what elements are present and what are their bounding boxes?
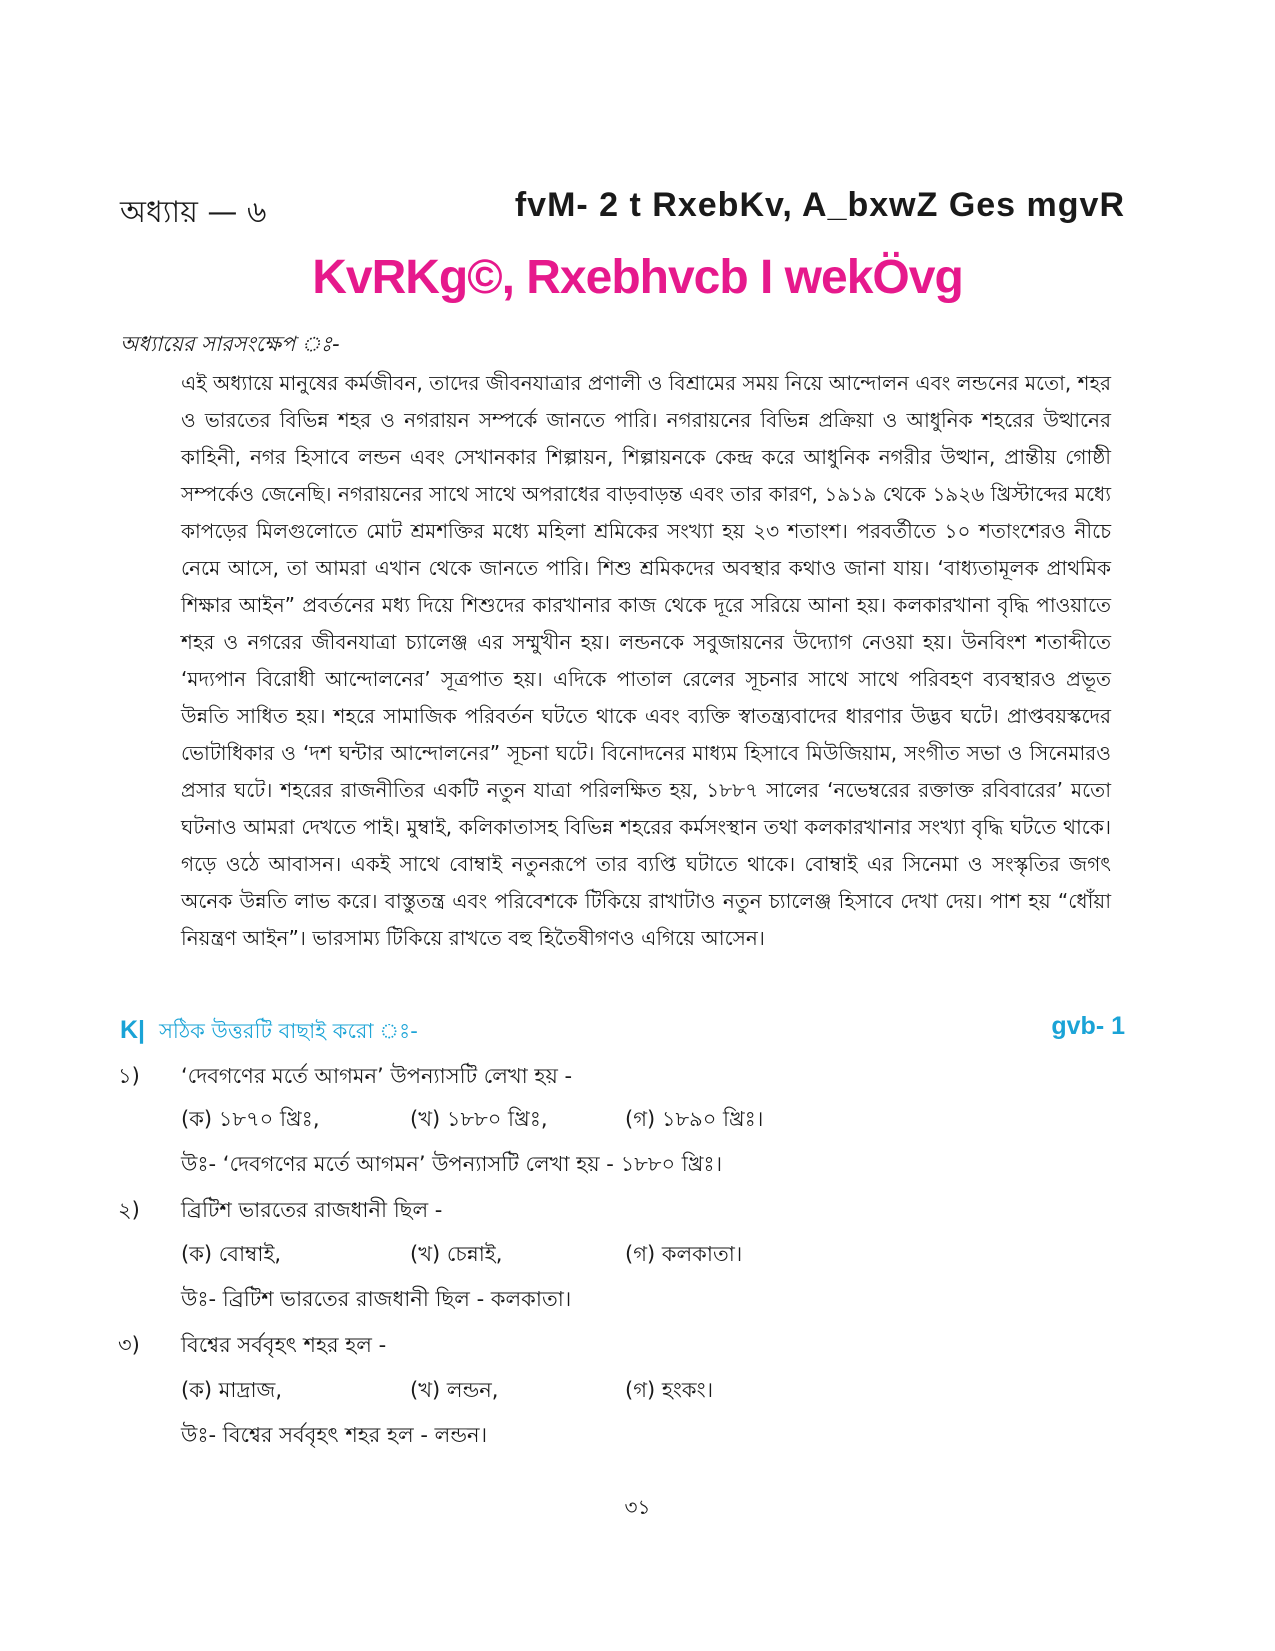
- chapter-label: অধ্যায় — ৬: [120, 195, 267, 230]
- section-heading-text: সঠিক উত্তরটি বাছাই করো ঃ-: [159, 1019, 418, 1043]
- option-c: (গ) ১৮৯০ খ্রিঃ।: [625, 1107, 764, 1131]
- section-marker: K|: [120, 1016, 146, 1044]
- question-text: ব্রিটিশ ভারতের রাজধানী ছিল -: [181, 1198, 443, 1222]
- question-text: ‘দেবগণের মর্তে আগমন’ উপন্যাসটি লেখা হয় -: [181, 1064, 573, 1088]
- option-b: (খ) চেন্নাই,: [410, 1242, 503, 1266]
- question-number: ১): [118, 1064, 140, 1088]
- answer-text: উঃ- ‘দেবগণের মর্তে আগমন’ উপন্যাসটি লেখা হয় - ১৮৮০ খ্রিঃ।: [181, 1152, 723, 1176]
- option-c: (গ) হংকং।: [625, 1378, 714, 1402]
- section-tag: gvb- 1: [1051, 1012, 1125, 1040]
- option-b: (খ) লন্ডন,: [410, 1378, 499, 1402]
- section-heading: [120, 1015, 418, 1050]
- summary-paragraph: এই অধ্যায়ে মানুষের কর্মজীবন, তাদের জীবনযাত্রার প্রণালী ও বিশ্রামের সময় নিয়ে আন্দোলন এবং লন্ডনের মতো, শহর ও ভারতের বিভিন্ন শহর ও নগরায়ন সম্পর্কে জানতে পারি। নগরায়নের বিভিন্ন প্রক্রিয়া ও আধুনিক শহরের উত্থানের কাহিনী, নগর হিসাবে লন্ডন এবং সেখানকার শিল্পায়ন, শিল্পায়নকে কেন্দ্র করে আধুনিক নগরীর উত্থান, প্রান্তীয় গোষ্ঠী সম্পর্কেও জেনেছি। নগরায়নের সাথে সাথে অপরাধের বাড়বাড়ন্ত এবং তার কারণ, ১৯১৯ থেকে ১৯২৬ খ্রিস্টাব্দের মধ্যে কাপড়ের মিলগুলোতে মোট শ্রমশক্তির মধ্যে মহিলা শ্রমিকের সংখ্যা হয় ২৩ শতাংশ। পরবর্তীতে ১০ শতাংশেরও নীচে নেমে আসে, তা আমরা এখান থেকে জানতে পারি। শিশু শ্রমিকদের অবস্থার কথাও জানা যায়। ‘বাধ্যতামূলক প্রাথমিক শিক্ষার আইন” প্রবর্তনের মধ্য দিয়ে শিশুদের কারখানার কাজ থেকে দূরে সরিয়ে আনা হয়। কলকারখানা বৃদ্ধি পাওয়াতে শহর ও নগরের জীবনযাত্রা চ্যালেঞ্জ এর সম্মুখীন হয়। লন্ডনকে সবুজায়নের উদ্যোগ নেওয়া হয়। উনবিংশ শতাব্দীতে ‘মদ্যপান বিরোধী আন্দোলনের’ সূত্রপাত হয়। এদিকে পাতাল রেলের সূচনার সাথে সাথে পরিবহণ ব্যবস্থারও প্রভূত উন্নতি সাধিত হয়। শহরে সামাজিক পরিবর্তন ঘটতে থাকে এবং ব্যক্তি স্বাতন্ত্র্যবাদের ধারণার উদ্ভব ঘটে। প্রাপ্তবয়স্কদের ভোটাধিকার ও ‘দশ ঘন্টার আন্দোলনের” সূচনা ঘটে। বিনোদনের মাধ্যম হিসাবে মিউজিয়াম, সংগীত সভা ও সিনেমারও প্রসার ঘটে। শহরের রাজনীতির একটি নতুন যাত্রা পরিলক্ষিত হয়, ১৮৮৭ সালের ‘নভেম্বরের রক্তাক্ত রবিবারের’ মতো ঘটনাও আমরা দেখতে পাই। মুম্বাই, কলিকাতাসহ বিভিন্ন শহরের কর্মসংস্থান তথা কলকারখানার সংখ্যা বৃদ্ধি ঘটতে থাকে। গড়ে ওঠে আবাসন। একই সাথে বোম্বাই নতুনরূপে তার ব্যপ্তি ঘটাতে থাকে। বোম্বাই এর সিনেমা ও সংস্কৃতির জগৎ অনেক উন্নতি লাভ করে। বাস্তুতন্ত্র এবং পরিবেশকে টিকিয়ে রাখাটাও নতুন চ্যালেঞ্জ হিসাবে দেখা দেয়। পাশ হয় “ধোঁয়া নিয়ন্ত্রণ আইন”। ভারসাম্য টিকিয়ে রাখতে বহু হিতৈষীগণও এগিয়ে আসেন।: [181, 371, 1111, 950]
- summary-heading: অধ্যায়ের সারসংক্ষেপ ঃ-: [120, 332, 340, 356]
- question-number: ৩): [118, 1333, 140, 1357]
- option-a: (ক) ১৮৭০ খ্রিঃ,: [181, 1107, 320, 1131]
- chapter-title: fvM- 2 t RxebKv, A_bxwZ Ges mgvR: [514, 186, 1125, 224]
- option-c: (গ) কলকাতা।: [625, 1242, 743, 1266]
- sub-title: KvRKg©, Rxebhvcb I wekÖvg: [312, 251, 963, 304]
- page-number: ৩১: [624, 1495, 651, 1519]
- answer-text: উঃ- ব্রিটিশ ভারতের রাজধানী ছিল - কলকাতা।: [181, 1287, 572, 1311]
- option-b: (খ) ১৮৮০ খ্রিঃ,: [410, 1107, 548, 1131]
- question-number: ২): [118, 1198, 140, 1222]
- option-a: (ক) বোম্বাই,: [181, 1242, 282, 1266]
- question-text: বিশ্বের সর্ববৃহৎ শহর হল -: [181, 1333, 387, 1357]
- option-a: (ক) মাদ্রাজ,: [181, 1378, 283, 1402]
- answer-text: উঃ- বিশ্বের সর্ববৃহৎ শহর হল - লন্ডন।: [181, 1423, 488, 1447]
